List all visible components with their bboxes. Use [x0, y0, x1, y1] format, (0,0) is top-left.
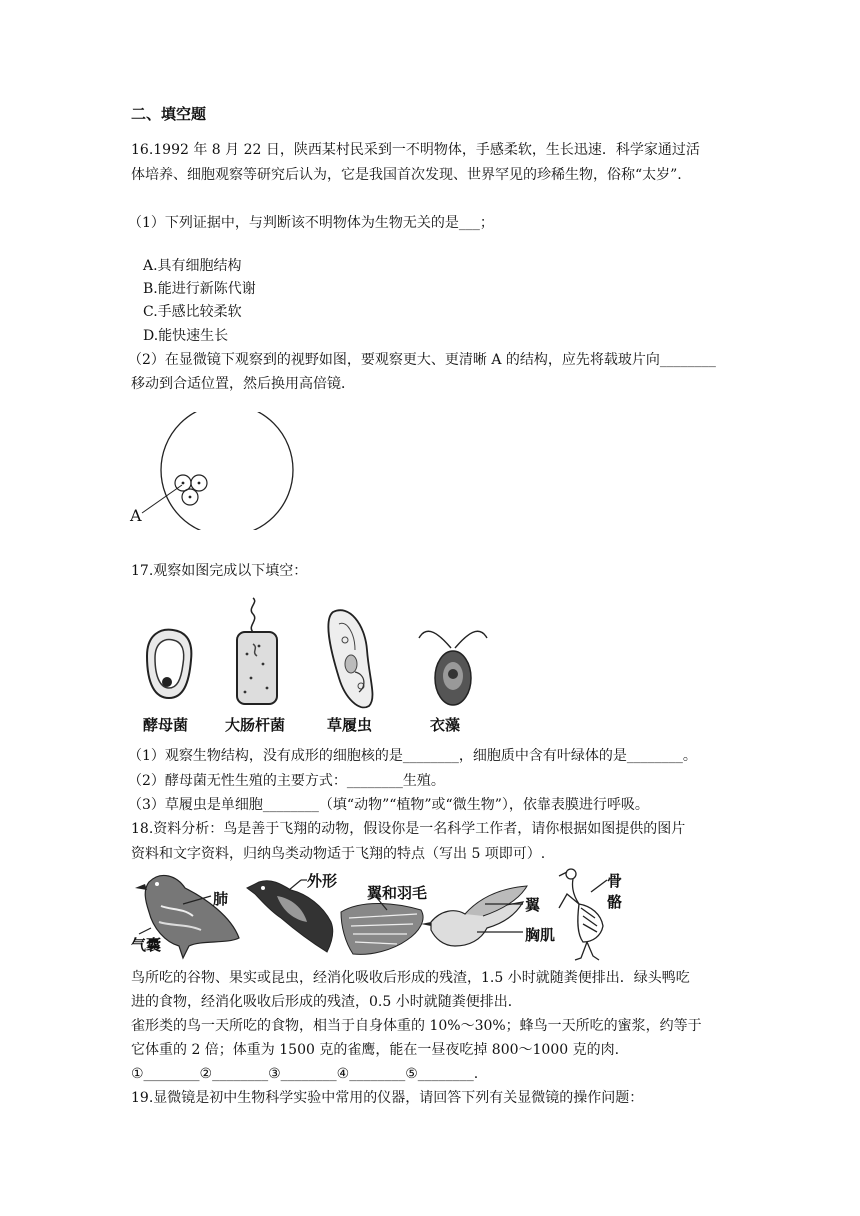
q16-sub2-line2: 移动到合适位置，然后换用高倍镜．	[131, 376, 355, 392]
q17-sub1: （1）观察生物结构，没有成形的细胞核的是________，细胞质中含有叶绿体的是________。	[128, 748, 697, 764]
label-a: A	[130, 506, 142, 525]
label-ecoli: 大肠杆菌	[225, 716, 286, 734]
q18-line2: 资料和文字资料，归纳鸟类动物适于飞翔的特点（写出 5 项即可）.	[131, 846, 546, 862]
bird-skeleton-drawing	[559, 869, 607, 960]
label-wing-feather: 翼和羽毛	[367, 884, 428, 902]
q18-para2-line1: 雀形类的鸟一天所吃的食物，相当于自身体重的 10%～30%；蜂鸟一天所吃的蜜浆，约等于	[131, 1018, 702, 1034]
q18-para1-line2: 进的食物，经消化吸收后形成的残渣，0.5 小时就随粪便排出．	[131, 994, 522, 1010]
view-field-circle	[161, 412, 293, 530]
q16-option-d: D.能快速生长	[143, 328, 229, 344]
q16-option-a: A.具有细胞结构	[143, 258, 242, 274]
label-air-sac: 气囊	[131, 936, 162, 954]
q18-blanks: ①________②________③________④________⑤________.	[131, 1066, 479, 1082]
section-title: 二、填空题	[131, 105, 207, 123]
wing-feather-drawing	[341, 898, 423, 954]
q17-title: 17.观察如图完成以下填空：	[131, 563, 308, 579]
organisms-figure	[133, 594, 493, 740]
label-paramecium: 草履虫	[327, 716, 373, 734]
q18-para2-line2: 它体重的 2 倍；体重为 1500 克的雀鹰，能在一昼夜吃掉 800～1000 克的肉.	[131, 1042, 620, 1058]
q19-title: 19.显微镜是初中生物科学实验中常用的仪器，请回答下列有关显微镜的操作问题：	[131, 1090, 644, 1106]
q16-line1: 16.1992 年 8 月 22 日，陕西某村民采到一不明物体，手感柔软，生长迅速．科学家通过活	[131, 142, 700, 158]
label-wing: 翼	[525, 896, 541, 914]
yeast-drawing	[147, 630, 191, 698]
label-shape: 外形	[307, 872, 338, 890]
chlamydomonas-drawing	[419, 631, 487, 705]
q17-sub3: （3）草履虫是单细胞________（填“动物”“植物”或“微生物”），依靠表膜进行呼吸。	[128, 797, 649, 813]
q16-line2: 体培养、细胞观察等研究后认为，它是我国首次发现、世界罕见的珍稀生物，俗称“太岁”.	[131, 167, 682, 183]
q16-sub2-line1: （2）在显微镜下观察到的视野如图，要观察更大、更清晰 A 的结构，应先将载玻片向________	[128, 352, 716, 368]
q16-option-b: B.能进行新陈代谢	[143, 281, 256, 297]
microscope-view-figure	[128, 412, 300, 530]
q17-sub2: （2）酵母菌无性生殖的主要方式：________生殖。	[128, 773, 445, 789]
q18-para1-line1: 鸟所吃的谷物、果实或昆虫，经消化吸收后形成的残渣，1.5 小时就随粪便排出．绿头鸭吃	[131, 970, 690, 986]
label-lung: 肺	[213, 890, 229, 908]
q16-sub1: （1）下列证据中，与判断该不明物体为生物无关的是___；	[128, 215, 494, 231]
pointer-line	[142, 485, 182, 513]
bird-chest-drawing	[421, 886, 527, 946]
q16-option-c: C.手感比较柔软	[143, 304, 242, 320]
bird-features-figure	[131, 866, 636, 962]
label-chest-muscle: 胸肌	[525, 926, 556, 944]
label-skeleton: 骨骼	[607, 872, 623, 911]
label-yeast: 酵母菌	[143, 716, 189, 734]
paramecium-drawing	[328, 610, 372, 707]
label-chlamydomonas: 衣藻	[430, 716, 461, 734]
ecoli-drawing	[237, 598, 277, 704]
q18-line1: 18.资料分析：鸟是善于飞翔的动物，假设你是一名科学工作者，请你根据如图提供的图片	[131, 821, 686, 837]
